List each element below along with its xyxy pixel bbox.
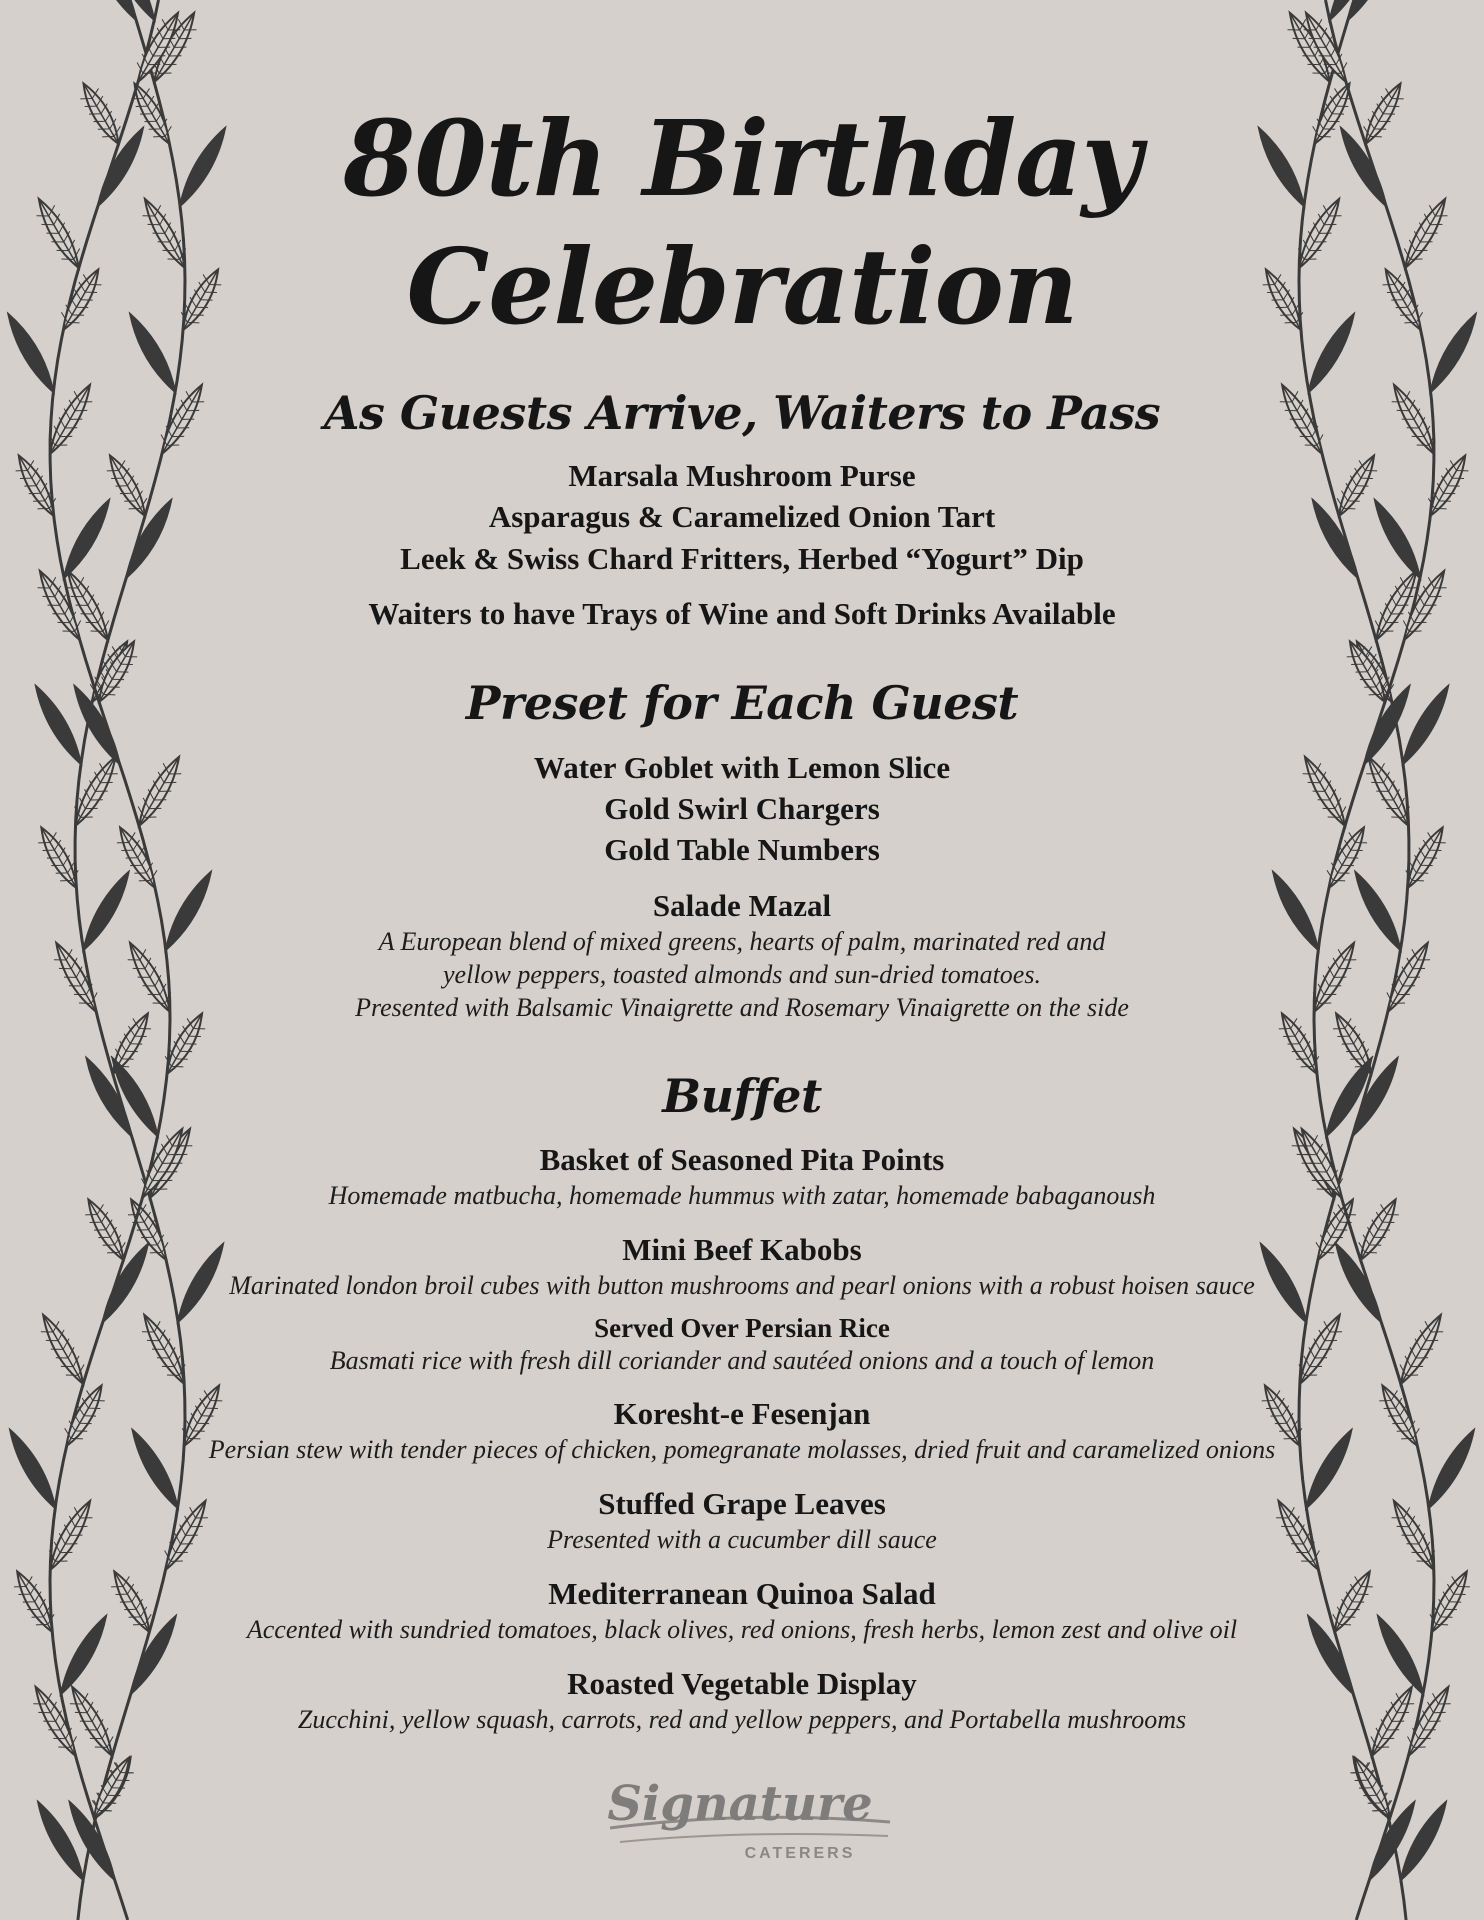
buffet-item-name: Koresht-e Fesenjan <box>613 1396 871 1431</box>
buffet-item-name: Basket of Seasoned Pita Points <box>539 1142 945 1177</box>
preset-heading: Preset for Each Guest <box>465 676 1019 730</box>
menu-content <box>150 0 1334 1920</box>
arrival-item: Marsala Mushroom Purse <box>568 458 916 493</box>
arrival-heading: As Guests Arrive, Waiters to Pass <box>323 386 1161 440</box>
buffet-item-description: Zucchini, yellow squash, carrots, red and yellow peppers, and Portabella mushrooms <box>297 1705 1187 1734</box>
buffet-item-name: Mediterranean Quinoa Salad <box>548 1576 936 1611</box>
preset-item: Gold Swirl Chargers <box>604 791 880 826</box>
buffet-item-name: Served Over Persian Rice <box>594 1313 890 1343</box>
arrival-note: Waiters to have Trays of Wine and Soft Drinks Available <box>368 596 1116 631</box>
signature-caterers-logo <box>600 1770 900 1870</box>
arrival-item: Asparagus & Caramelized Onion Tart <box>488 499 996 534</box>
logo-script: Signature <box>607 1776 873 1832</box>
buffet-item-name: Stuffed Grape Leaves <box>598 1486 886 1521</box>
buffet-heading: Buffet <box>662 1069 822 1123</box>
salad-description: yellow peppers, toasted almonds and sun-dried tomatoes. <box>443 960 1041 989</box>
salad-description: Presented with Balsamic Vinaigrette and Rosemary Vinaigrette on the side <box>355 993 1129 1022</box>
buffet-item-description: Accented with sundried tomatoes, black olives, red onions, fresh herbs, lemon zest and olive oil <box>246 1615 1238 1644</box>
salad-name: Salade Mazal <box>652 888 832 923</box>
salad-description: A European blend of mixed greens, hearts of palm, marinated red and <box>378 927 1106 956</box>
buffet-item-name: Mini Beef Kabobs <box>622 1232 862 1267</box>
buffet-item-description: Basmati rice with fresh dill coriander and sautéed onions and a touch of lemon <box>329 1346 1155 1375</box>
buffet-item-description: Marinated london broil cubes with button mushrooms and pearl onions with a robust hoisen sauce <box>229 1271 1255 1300</box>
buffet-item-description: Homemade matbucha, homemade hummus with zatar, homemade babaganoush <box>328 1181 1156 1210</box>
buffet-item-name: Roasted Vegetable Display <box>567 1666 917 1701</box>
logo-word: CATERERS <box>744 1845 856 1862</box>
preset-item: Water Goblet with Lemon Slice <box>533 750 951 785</box>
preset-item: Gold Table Numbers <box>604 832 880 867</box>
buffet-item-description: Presented with a cucumber dill sauce <box>547 1525 937 1554</box>
buffet-item-description: Persian stew with tender pieces of chicken, pomegranate molasses, dried fruit and caramelized onions <box>208 1435 1276 1464</box>
menu-title-line-2: Celebration <box>406 225 1078 348</box>
menu-title-line-1: 80th Birthday <box>343 97 1141 220</box>
arrival-item: Leek & Swiss Chard Fritters, Herbed “Yogurt” Dip <box>400 541 1084 576</box>
